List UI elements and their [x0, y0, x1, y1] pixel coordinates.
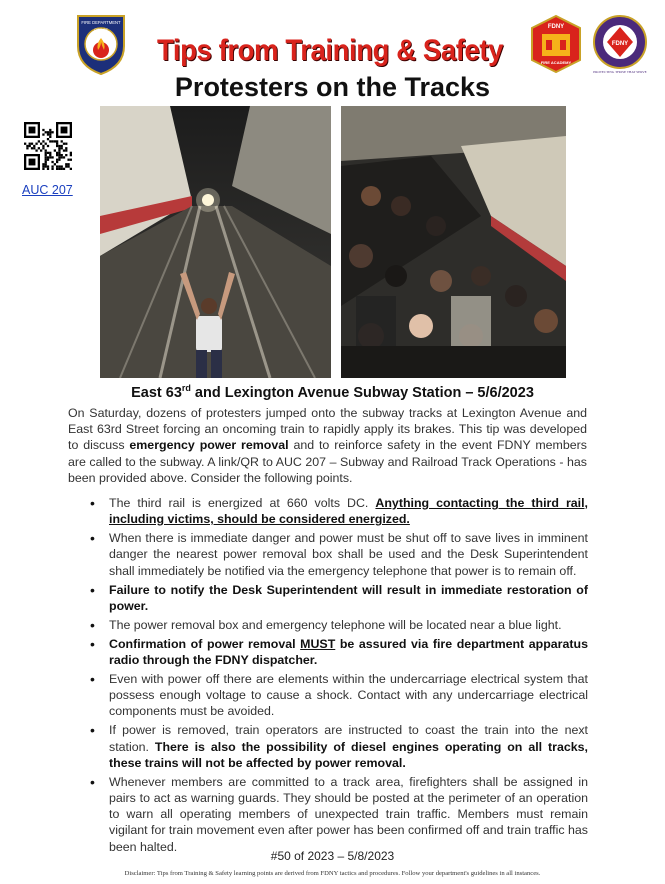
list-item: • Whenever members are committed to a track area, firefighters shall be assigned in pairs to act as warning guards. They should be posted at the perimeter of an operation to warn all operating members of unexpected train traffic. Members must remain vigilant for train movement even after power has been confirmed off and train traffic has been halted. — [90, 774, 588, 855]
list-item: • If power is removed, train operators are instructed to coast the train into the next station. There is also the possibility of diesel engines operating on all tracks, these trains will not be affected by power removal. — [90, 722, 588, 771]
safety-command-logo — [592, 14, 648, 76]
logo-text-2: CITY OF — [93, 28, 109, 32]
photo-caption: East 63rd and Lexington Avenue Subway Station – 5/6/2023 — [131, 383, 534, 401]
disclaimer: Disclaimer: Tips from Training & Safety learning points are derived from FDNY tactics and procedures. Follow your department's guidelines in all instances. — [124, 870, 541, 877]
photo-protester-on-tracks — [100, 106, 331, 378]
academy-top-text: FDNY — [547, 24, 565, 30]
academy-bottom-text: FIRE ACADEMY — [540, 60, 572, 65]
list-item: • Confirmation of power removal MUST be assured via fire department apparatus radio through the FDNY dispatcher. — [90, 636, 588, 668]
safety-center-text: FDNY — [611, 41, 629, 47]
fire-academy-logo — [530, 14, 582, 74]
list-item: • Failure to notify the Desk Superintendent will result in immediate restoration of power. — [90, 582, 588, 614]
photo-crowd-on-platform — [341, 106, 566, 378]
list-item: • The power removal box and emergency telephone will be located near a blue light. — [90, 617, 588, 633]
logo-text-3: NEW YORK — [91, 33, 111, 37]
logo-text-1: FIRE DEPARTMENT — [81, 20, 121, 25]
issue-number: #50 of 2023 – 5/8/2023 — [270, 849, 395, 863]
list-item: • When there is immediate danger and power must be shut off to save lives in imminent danger the nearest power removal box shall be used and the Desk Superintendent shall immediately be notified via the emergency telephone that power is to remain off. — [90, 530, 588, 579]
intro-paragraph: On Saturday, dozens of protesters jumped onto the subway tracks at Lexington Avenue and East 63rd Street forcing an oncoming train to rapidly apply its brakes. This tip was developed to discuss emergency power removal and to reinforce safety in the event FDNY members are called to the subway. A link/QR to AUC 207 – Subway and Railroad Track Operations - has been provided above. Consider the following points. — [68, 406, 587, 485]
qr-code-icon[interactable] — [24, 122, 72, 170]
page-title: Tips from Training & Safety — [157, 34, 503, 67]
safety-bottom-text: PROTECTING THOSE THAT SERVE — [593, 70, 647, 74]
list-item: • Even with power off there are elements within the undercarriage electrical system that possess enough voltage to cause a shock. Contact with any undercarriage electrical components must be avoided. — [90, 671, 588, 720]
auc-207-link[interactable]: AUC 207 — [22, 183, 73, 197]
page-subtitle: Protesters on the Tracks — [174, 72, 491, 102]
fdny-shield-logo — [74, 12, 128, 76]
list-item: • The third rail is energized at 660 volts DC. Anything contacting the third rail, including victims, should be considered energized. — [90, 495, 588, 527]
safety-points-list — [90, 495, 588, 858]
